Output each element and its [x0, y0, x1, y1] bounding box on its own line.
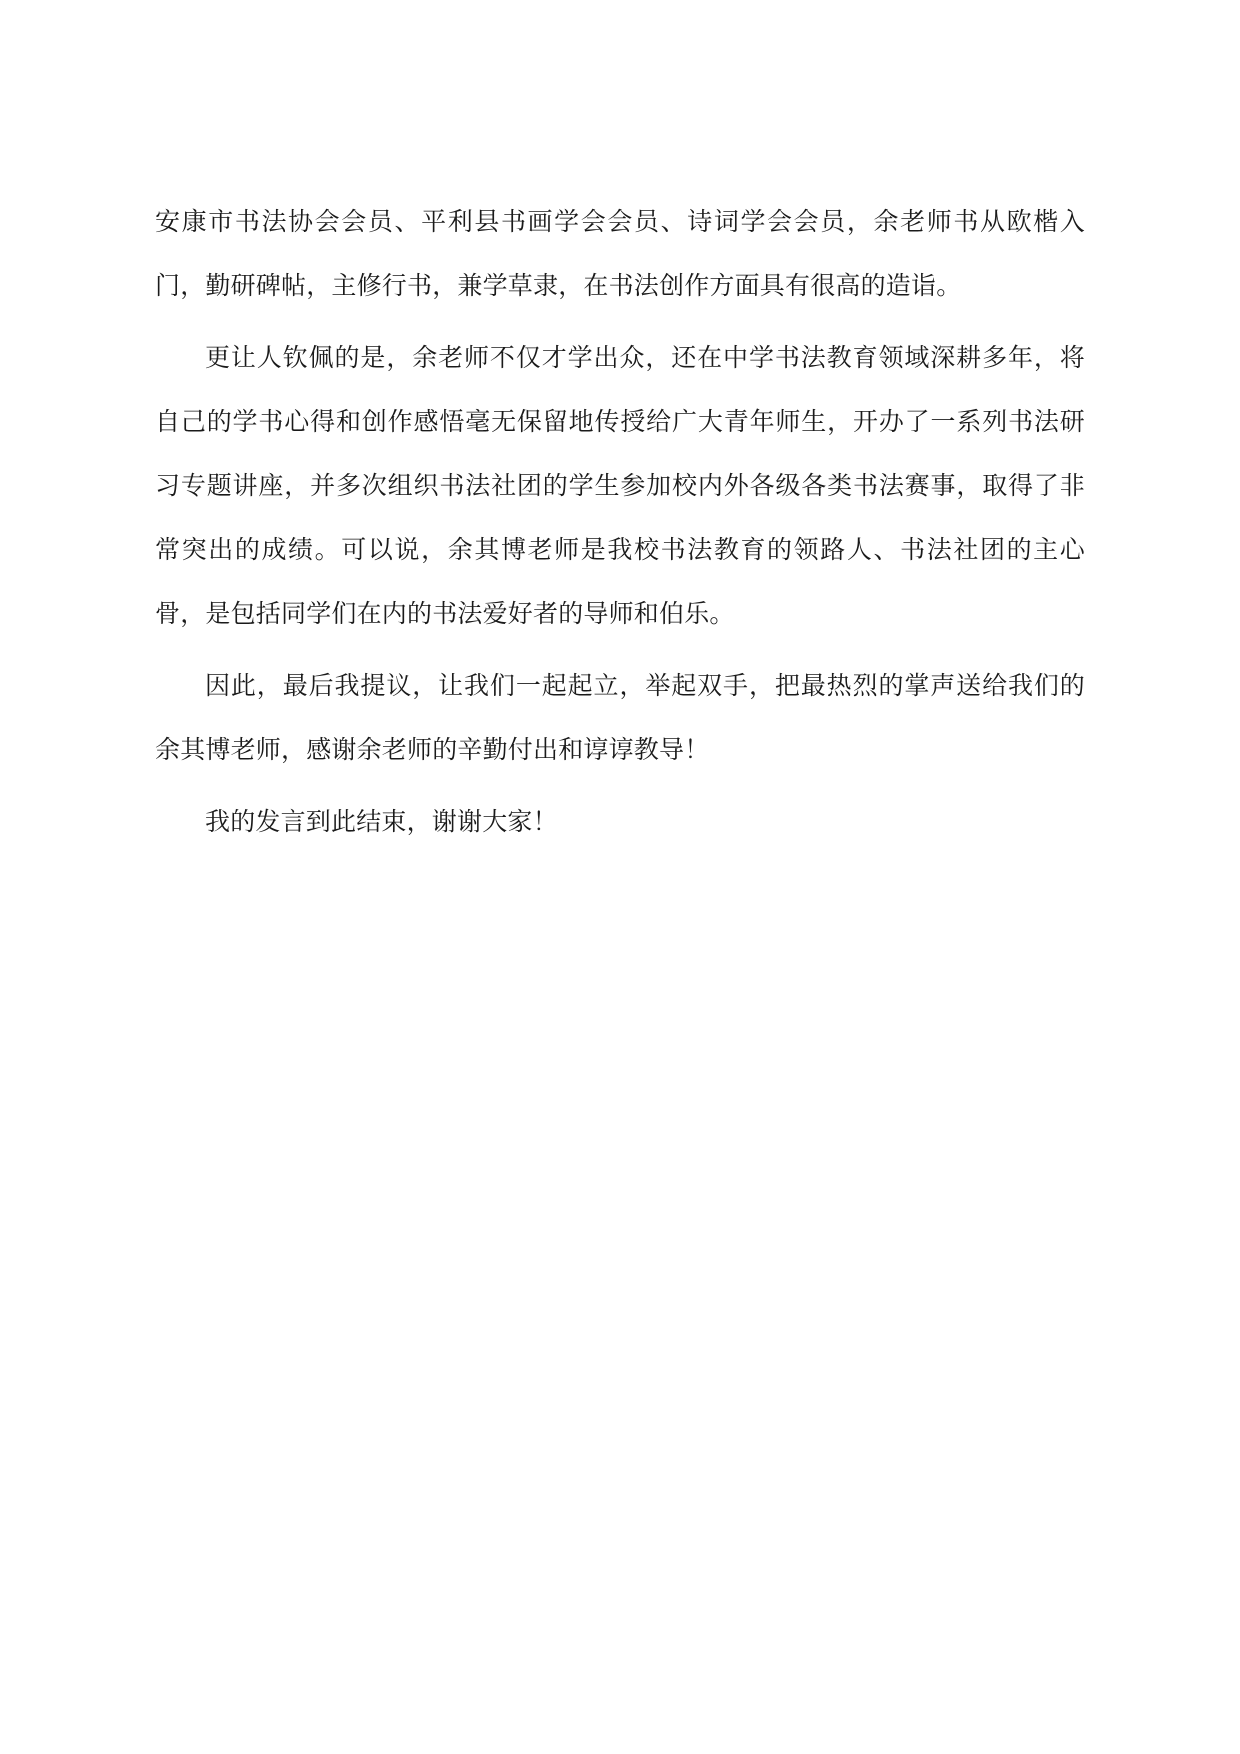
paragraph-2: 更让人钦佩的是，余老师不仅才学出众，还在中学书法教育领域深耕多年，将自己的学书心得和创作感悟毫无保留地传授给广大青年师生，开办了一系列书法研习专题讲座，并多次组织书法社团的学生参加校内外各级各类书法赛事，取得了非常突出的成绩。可以说，余其博老师是我校书法教育的领路人、书法社团的主心骨，是包括同学们在内的书法爱好者的导师和伯乐。	[155, 343, 1085, 628]
paragraph-1: 安康市书法协会会员、平利县书画学会会员、诗词学会会员，余老师书从欧楷入门，勤研碑帖，主修行书，兼学草隶，在书法创作方面具有很高的造诣。	[155, 207, 1085, 300]
paragraph-4: 我的发言到此结束，谢谢大家！	[205, 807, 558, 836]
document-body	[155, 190, 1085, 854]
paragraph-3: 因此，最后我提议，让我们一起起立，举起双手，把最热烈的掌声送给我们的余其博老师，感谢余老师的辛勤付出和谆谆教导！	[155, 671, 1085, 764]
